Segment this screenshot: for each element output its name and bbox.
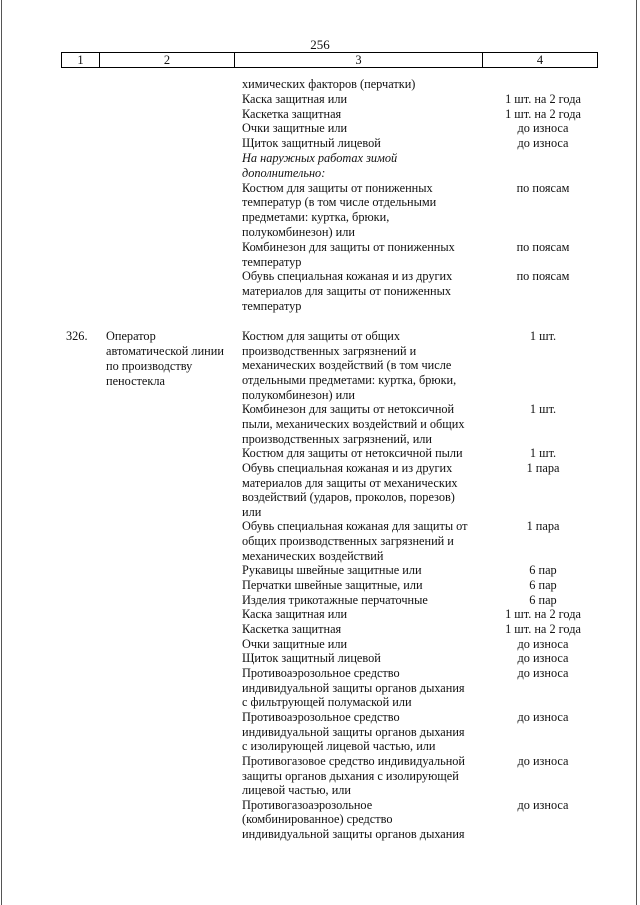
item-text: Комбинезон для защиты от нетоксичной bbox=[242, 402, 455, 417]
item-text: лицевой частью, или bbox=[242, 783, 351, 798]
table-row bbox=[0, 798, 640, 813]
table-row bbox=[0, 769, 640, 784]
item-text: Противоаэрозольное средство bbox=[242, 709, 400, 724]
item-text: механических воздействий (в том числе bbox=[242, 358, 452, 373]
item-norm: до износа bbox=[517, 636, 569, 651]
table-row bbox=[0, 563, 640, 578]
item-text: Обувь специальная кожаная для защиты от bbox=[242, 519, 468, 534]
table-row bbox=[0, 549, 640, 564]
table-row bbox=[0, 827, 640, 842]
item-norm: по поясам bbox=[516, 239, 570, 254]
item-norm: до износа bbox=[517, 753, 569, 768]
table-row bbox=[0, 725, 640, 740]
item-norm: 1 шт. на 2 года bbox=[505, 607, 581, 622]
item-text: На наружных работах зимой bbox=[242, 151, 398, 165]
item-text: Каскетка защитная bbox=[242, 106, 342, 121]
table-row bbox=[0, 695, 640, 710]
item-text: Противогазоаэрозольное bbox=[242, 797, 373, 812]
item-text: Перчатки швейные защитные, или bbox=[242, 578, 423, 593]
item-text: индивидуальной защиты органов дыхания bbox=[242, 680, 465, 695]
item-text: Костюм для защиты от общих bbox=[242, 329, 400, 343]
table-row bbox=[0, 181, 640, 196]
item-text: Щиток защитный лицевой bbox=[242, 651, 381, 666]
table-row bbox=[0, 225, 640, 240]
item-text: температур bbox=[242, 254, 302, 269]
table-header bbox=[61, 52, 598, 68]
item-norm: 1 шт. на 2 года bbox=[505, 91, 581, 106]
table-row bbox=[0, 373, 640, 388]
table-row bbox=[0, 637, 640, 652]
position-line: Оператор bbox=[106, 329, 156, 343]
table-row bbox=[0, 681, 640, 696]
item-text: температур bbox=[242, 299, 302, 313]
table-row bbox=[0, 519, 640, 534]
item-norm: до износа bbox=[517, 136, 569, 151]
table-row bbox=[0, 739, 640, 754]
item-text: полукомбинезон) или bbox=[242, 225, 355, 239]
table-row bbox=[0, 344, 640, 359]
item-text: полукомбинезон) или bbox=[242, 387, 355, 402]
item-text: Обувь специальная кожаная и из других bbox=[242, 460, 453, 475]
table-row bbox=[0, 284, 640, 299]
item-text: Рукавицы швейные защитные или bbox=[242, 563, 422, 578]
table-row bbox=[0, 490, 640, 505]
table-row bbox=[0, 651, 640, 666]
table-row bbox=[0, 255, 640, 270]
table-row bbox=[0, 166, 640, 181]
item-text: предметами: куртка, брюки, bbox=[242, 210, 390, 225]
position-line: по производству bbox=[106, 359, 193, 373]
item-text: Противоаэрозольное средство bbox=[242, 665, 400, 680]
item-norm: до износа bbox=[517, 709, 569, 724]
item-norm: до износа bbox=[517, 797, 569, 812]
table-row bbox=[0, 358, 640, 373]
item-text: Противогазовое средство индивидуальной bbox=[242, 753, 466, 768]
table-row bbox=[0, 136, 640, 151]
table-row bbox=[0, 505, 640, 520]
item-text: производственных загрязнений, или bbox=[242, 431, 433, 446]
table-row bbox=[0, 107, 640, 122]
item-text: дополнительно: bbox=[242, 165, 326, 180]
header-col-1: 1 bbox=[62, 53, 100, 67]
item-text: механических воздействий bbox=[242, 548, 384, 563]
header-col-4: 4 bbox=[536, 53, 544, 67]
item-norm: 6 пар bbox=[529, 578, 557, 593]
table-row bbox=[0, 388, 640, 403]
table-row bbox=[0, 578, 640, 593]
table-row bbox=[0, 622, 640, 637]
item-text: материалов для защиты от механических bbox=[242, 475, 458, 490]
table-row bbox=[0, 77, 640, 92]
table-row bbox=[0, 269, 640, 284]
item-text: Каскетка защитная bbox=[242, 622, 342, 636]
header-col-3: 3 bbox=[235, 53, 483, 67]
item-number: 326. bbox=[66, 329, 88, 343]
item-norm: 1 пара bbox=[526, 519, 560, 534]
item-text: или bbox=[242, 504, 262, 519]
item-norm: 1 пара bbox=[526, 460, 560, 475]
item-text: с фильтрующей полумаской или bbox=[242, 695, 412, 710]
header-col-2: 2 bbox=[100, 53, 235, 67]
item-norm: до износа bbox=[517, 665, 569, 680]
table-row bbox=[0, 710, 640, 725]
item-norm: 1 шт. bbox=[529, 329, 557, 343]
table-row bbox=[0, 402, 640, 417]
item-text: материалов для защиты от пониженных bbox=[242, 284, 452, 299]
item-text: Комбинезон для защиты от пониженных bbox=[242, 239, 455, 254]
table-row bbox=[0, 121, 640, 136]
item-text: Очки защитные или bbox=[242, 636, 348, 651]
item-norm: 1 шт. bbox=[529, 402, 557, 417]
item-text: Изделия трикотажные перчаточные bbox=[242, 592, 428, 607]
item-text: Костюм для защиты от пониженных bbox=[242, 180, 433, 195]
table-row bbox=[0, 417, 640, 432]
table-row bbox=[0, 195, 640, 210]
item-norm: 1 шт. на 2 года bbox=[505, 622, 581, 636]
position-line: автоматической линии bbox=[106, 344, 224, 358]
table-row bbox=[0, 210, 640, 225]
table-row bbox=[0, 92, 640, 107]
table-row bbox=[0, 783, 640, 798]
item-text: Каска защитная или bbox=[242, 607, 348, 622]
item-norm: до износа bbox=[517, 121, 569, 136]
table-row bbox=[0, 607, 640, 622]
page-number: 256 bbox=[310, 37, 330, 52]
table-row bbox=[0, 666, 640, 681]
item-text: производственных загрязнений и bbox=[242, 343, 417, 358]
item-text: индивидуальной защиты органов дыхания bbox=[242, 724, 465, 739]
item-text: индивидуальной защиты органов дыхания bbox=[242, 827, 465, 842]
item-text: Костюм для защиты от нетоксичной пыли bbox=[242, 446, 463, 461]
table-row bbox=[0, 240, 640, 255]
item-text: (комбинированное) средство bbox=[242, 812, 393, 827]
item-norm: 1 шт. bbox=[529, 446, 557, 461]
item-norm: до износа bbox=[517, 651, 569, 666]
item-norm: по поясам bbox=[516, 269, 570, 284]
item-norm: 6 пар bbox=[529, 592, 557, 607]
table-row bbox=[0, 754, 640, 769]
item-text: температур (в том числе отдельными bbox=[242, 195, 437, 210]
table-row bbox=[0, 476, 640, 491]
item-text: воздействий (ударов, проколов, порезов) bbox=[242, 490, 455, 505]
table-row bbox=[0, 461, 640, 476]
position-line: пеностекла bbox=[106, 374, 165, 388]
item-text: Щиток защитный лицевой bbox=[242, 136, 381, 151]
item-text: с изолирующей лицевой частью, или bbox=[242, 739, 436, 754]
table-row bbox=[0, 329, 640, 344]
table-row bbox=[0, 593, 640, 608]
table-row bbox=[0, 432, 640, 447]
item-text: химических факторов (перчатки) bbox=[242, 77, 416, 91]
table-row bbox=[0, 812, 640, 827]
item-text: пыли, механических воздействий и общих bbox=[242, 416, 465, 431]
item-norm: 6 пар bbox=[529, 563, 557, 578]
item-text: Каска защитная или bbox=[242, 91, 348, 106]
item-text: Очки защитные или bbox=[242, 121, 348, 136]
item-text: Обувь специальная кожаная и из других bbox=[242, 269, 453, 284]
table-row bbox=[0, 446, 640, 461]
item-text: отдельными предметами: куртка, брюки, bbox=[242, 372, 457, 387]
table-row bbox=[0, 299, 640, 314]
item-text: общих производственных загрязнений и bbox=[242, 534, 454, 549]
item-norm: по поясам bbox=[516, 180, 570, 195]
item-text: защиты органов дыхания с изолирующей bbox=[242, 768, 459, 783]
item-norm: 1 шт. на 2 года bbox=[505, 106, 581, 121]
table-row bbox=[0, 151, 640, 166]
table-row bbox=[0, 534, 640, 549]
